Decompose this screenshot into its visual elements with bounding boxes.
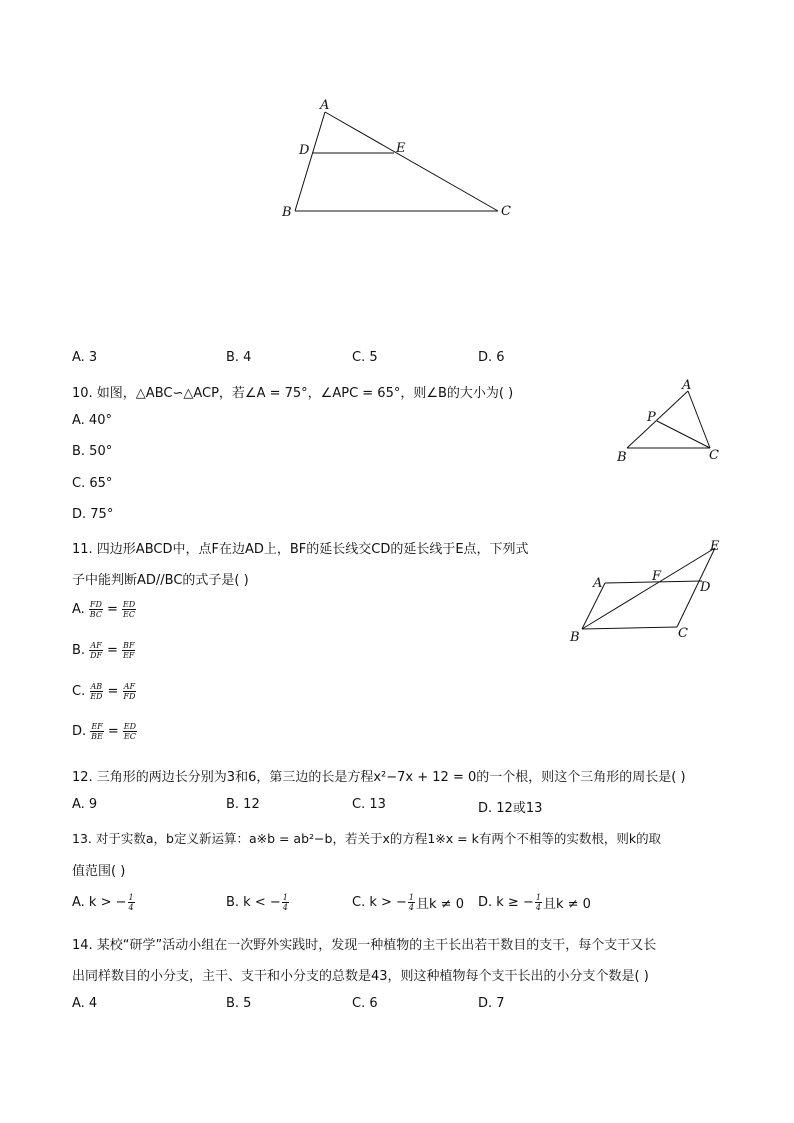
q9-option-c[interactable]: C. 5 [352, 350, 378, 365]
q13-option-a-prefix: A. k > − [72, 895, 127, 910]
q11-stem-line1: 11. 四边形ABCD中，点F在边AD上，BF的延长线交CD的延长线于E点，下列式 [72, 542, 529, 557]
fig9-label-a: A [320, 98, 330, 113]
q11-option-b-right-fraction: $\frac{BF}{EF}$ [122, 641, 135, 660]
q12-option-d[interactable]: D. 12或13 [478, 801, 543, 816]
q11-option-d-right-fraction: $\frac{ED}{EC}$ [123, 722, 137, 741]
q13-stem-line1: 13. 对于实数a，b定义新运算：a※b = ab²−b，若关于x的方程1※x = k有两个不相等的实数根，则k的取 [72, 831, 662, 846]
fig10-label-a: A [682, 378, 692, 393]
q10-option-c[interactable]: C. 65° [72, 476, 113, 491]
equals-sign: = [106, 602, 118, 617]
q10-stem: 10. 如图，△ABC∽△ACP，若∠A = 75°，∠APC = 65°，则∠B的大小为( ) [72, 386, 514, 401]
fig10-label-c: C [709, 448, 719, 463]
quadrilateral-abcd-figure [565, 535, 735, 650]
q11-option-b-letter: B. [72, 643, 86, 658]
q11-option-b-left-fraction: $\frac{AF}{DF}$ [90, 641, 103, 660]
q12-option-a[interactable]: A. 9 [72, 797, 98, 812]
q13-option-b-fraction: $\frac{1}{4}$ [282, 893, 288, 912]
fig11-label-d: D [700, 580, 711, 595]
q14-stem-line1: 14. 某校“研学”活动小组在一次野外实践时，发现一种植物的主干长出若干数目的支干，每个支干又长 [72, 938, 657, 953]
fig11-label-a: A [593, 576, 603, 591]
q13-option-c-prefix: C. k > − [352, 895, 407, 910]
q12-stem: 12. 三角形的两边长分别为3和6，第三边的长是方程x²−7x + 12 = 0的一个根，则这个三角形的周长是( ) [72, 770, 686, 785]
q14-option-b[interactable]: B. 5 [226, 996, 252, 1011]
q10-option-b[interactable]: B. 50° [72, 444, 113, 459]
fig9-label-c: C [501, 204, 511, 219]
q10-option-a[interactable]: A. 40° [72, 413, 112, 428]
q13-stem-line2: 值范围( ) [72, 864, 126, 879]
q14-stem-line2: 出同样数目的小分支，主干、支干和小分支的总数是43，则这种植物每个支干长出的小分支个数是( ) [72, 969, 649, 984]
q13-option-b-prefix: B. k < − [226, 895, 281, 910]
q13-option-a-fraction: $\frac{1}{4}$ [128, 893, 134, 912]
q13-option-c-fraction: $\frac{1}{4}$ [408, 893, 415, 912]
q11-option-c-right-fraction: $\frac{AF}{FD}$ [123, 682, 136, 701]
q13-option-c-suffix: 且k ≠ 0 [416, 897, 464, 912]
triangle-apc-figure [610, 375, 730, 465]
q11-option-b[interactable] [72, 641, 135, 660]
q13-option-c[interactable] [352, 893, 464, 912]
q11-stem-line2: 子中能判断AD//BC的式子是( ) [72, 573, 249, 588]
equals-sign: = [107, 724, 119, 739]
fig10-label-b: B [617, 450, 627, 465]
q13-option-a[interactable] [72, 893, 136, 912]
q10-option-d[interactable]: D. 75° [72, 507, 114, 522]
equals-sign: = [107, 643, 118, 658]
q11-option-c-left-fraction: $\frac{AB}{ED}$ [90, 682, 103, 701]
q14-option-c[interactable]: C. 6 [352, 996, 378, 1011]
q12-option-c[interactable]: C. 13 [352, 797, 386, 812]
fig9-label-b: B [282, 205, 292, 220]
q13-option-d-prefix: D. k ≥ − [478, 895, 534, 910]
q11-option-a[interactable] [72, 600, 136, 619]
q9-option-b[interactable]: B. 4 [226, 350, 252, 365]
q13-option-d-fraction: $\frac{1}{4}$ [535, 893, 541, 912]
fig9-label-d: D [299, 143, 310, 158]
q13-option-b[interactable] [226, 893, 290, 912]
q11-option-a-right-fraction: $\frac{ED}{EC}$ [122, 600, 136, 619]
q14-option-a[interactable]: A. 4 [72, 996, 98, 1011]
fig10-label-p: P [647, 410, 656, 425]
triangle-ade-figure [270, 95, 530, 225]
q11-option-d-left-fraction: $\frac{EF}{BE}$ [91, 722, 103, 741]
equals-sign: = [107, 684, 119, 699]
q11-option-d[interactable] [72, 722, 137, 741]
fig11-label-c: C [678, 626, 688, 641]
q11-option-a-letter: A. [72, 602, 85, 617]
q13-option-d-suffix: 且k ≠ 0 [542, 897, 591, 912]
q11-option-a-left-fraction: $\frac{FD}{BC}$ [89, 600, 102, 619]
fig11-label-f: F [652, 569, 662, 584]
fig11-label-e: E [710, 539, 720, 554]
q9-option-d[interactable]: D. 6 [478, 350, 505, 365]
q14-option-d[interactable]: D. 7 [478, 996, 505, 1011]
q11-option-c[interactable] [72, 682, 136, 701]
q11-option-c-letter: C. [72, 684, 86, 699]
q12-option-b[interactable]: B. 12 [226, 797, 260, 812]
q9-option-a[interactable]: A. 3 [72, 350, 98, 365]
fig11-label-b: B [570, 630, 580, 645]
q11-option-d-letter: D. [72, 724, 87, 739]
fig9-label-e: E [396, 141, 406, 156]
q13-option-d[interactable] [478, 893, 591, 912]
